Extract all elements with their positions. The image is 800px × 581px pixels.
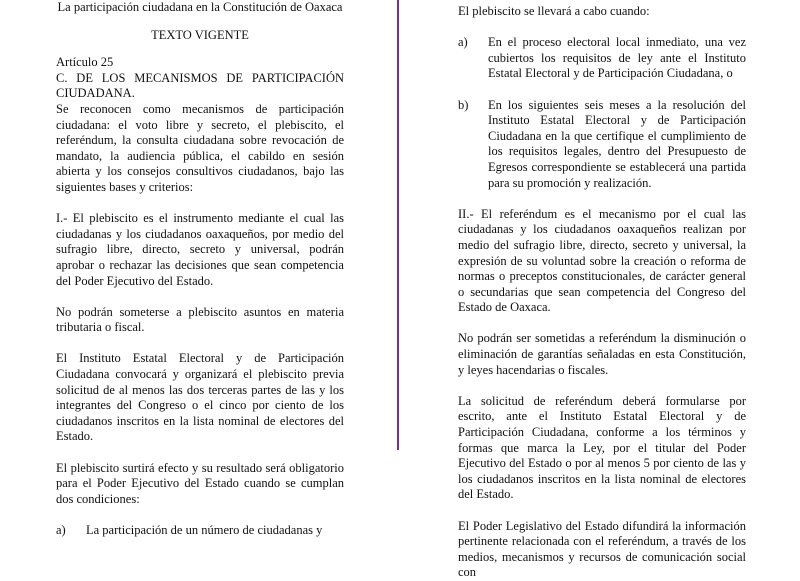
document-title: La participación ciudadana en la Constitución de Oaxaca — [57, 0, 343, 14]
plebiscito-definition-paragraph: I.- El plebiscito es el instrumento mediante el cual las ciudadanas y los ciudadanos oaxaqueños, por medio del sufragio libre, directo, secreto y universal, podrán aprobar o rechazar las decisiones que sean competencia del Poder Ejecutivo del Estado. — [56, 211, 344, 288]
section-heading: C. DE LOS MECANISMOS DE PARTICIPACIÓN CIUDADANA. — [56, 70, 344, 101]
timing-item-b-label: b) — [458, 97, 469, 112]
referendum-restriction-paragraph: No podrán ser sometidas a referéndum la disminución o eliminación de garantías señaladas en esta Constitución, y leyes hacendarias o fiscales. — [458, 331, 746, 377]
article-number: Artículo 25 — [56, 55, 114, 70]
plebiscito-effect-paragraph: El plebiscito surtirá efecto y su resultado será obligatorio para el Poder Ejecutivo del Estado cuando se cumplan dos condiciones: — [56, 460, 344, 506]
column-divider — [397, 0, 399, 450]
timing-item-b-text: En los siguientes seis meses a la resolución del Instituto Estatal Electoral y de Participación Ciudadana en la que certifique el cumplimiento de los requisitos legales, dentro del Presupuesto de Egresos correspondiente se establecerá una partida para su promoción y realización. — [488, 97, 746, 190]
document-subtitle: TEXTO VIGENTE — [151, 27, 249, 42]
plebiscito-convocation-paragraph: El Instituto Estatal Electoral y de Participación Ciudadana convocará y organizará el plebiscito previa solicitud de al menos las dos terceras partes de las y los integrantes del Congreso o el cinco por ciento de los ciudadanos inscritos en la lista nominal de electores del Estado. — [56, 351, 344, 444]
right-column — [458, 0, 746, 580]
timing-item-a-text: En el proceso electoral local inmediato, una vez cubiertos los requisitos de ley ante el Instituto Estatal Electoral y de Participación Ciudadana, o — [488, 35, 746, 81]
timing-item-a — [458, 35, 746, 82]
timing-item-a-label: a) — [458, 35, 468, 50]
timing-item-b — [458, 98, 746, 192]
intro-paragraph: Se reconocen como mecanismos de participación ciudadana: el voto libre y secreto, el plebiscito, el referéndum, la consulta ciudadana sobre revocación de mandato, la audiencia pública, el cabildo en sesión abierta y los consejos consultivos ciudadanos, bajo las siguientes bases y criterios: — [56, 101, 344, 194]
condition-item-a — [56, 523, 344, 539]
plebiscito-timing-paragraph: El plebiscito se llevará a cabo cuando: — [458, 4, 650, 18]
plebiscito-restriction-paragraph: No podrán someterse a plebiscito asuntos en materia tributaria o fiscal. — [56, 304, 344, 335]
referendum-definition-paragraph: II.- El referéndum es el mecanismo por el cual las ciudadanas y los ciudadanos oaxaqueños realizan por medio del sufragio libre, directo, secreto y universal, la expresión de su voluntad sobre la creación o reforma de normas o preceptos constitucionales, de carácter general o secundarias que sean competencia del Congreso del Estado de Oaxaca. — [458, 206, 746, 315]
left-column — [56, 0, 344, 537]
referendum-dissemination-paragraph: El Poder Legislativo del Estado difundirá la información pertinente relacionada con el referéndum, a través de los medios, mecanismos y recursos de comunicación social con — [458, 518, 746, 580]
condition-item-a-text: La participación de un número de ciudadanas y — [86, 523, 323, 537]
condition-item-a-label: a) — [56, 523, 66, 537]
referendum-request-paragraph: La solicitud de referéndum deberá formularse por escrito, ante el Instituto Estatal Electoral y de Participación Ciudadana, conforme a los términos y formas que marca la Ley, por el titular del Poder Ejecutivo del Estado o por al menos 5 por ciento de las y los ciudadanos inscritos en la lista nominal de electores del Estado. — [458, 393, 746, 502]
